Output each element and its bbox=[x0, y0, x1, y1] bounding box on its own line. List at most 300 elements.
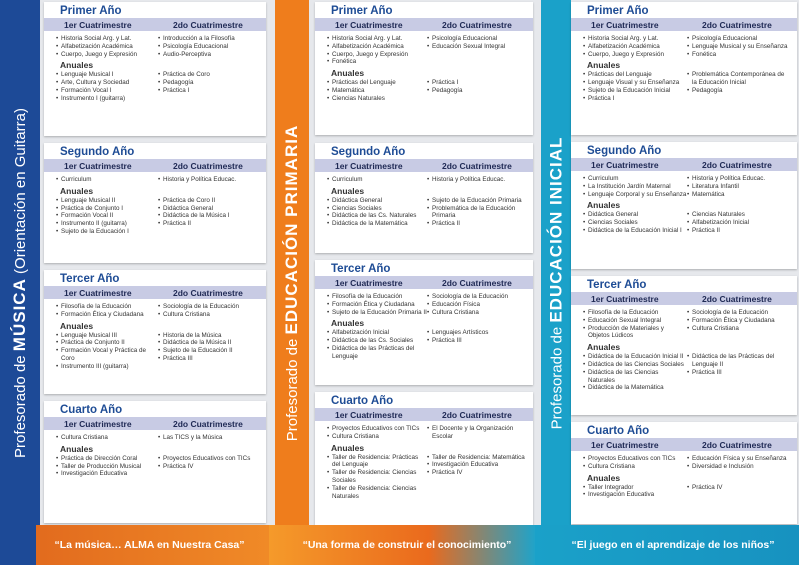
second-semester-column bbox=[687, 455, 791, 471]
annual-right-item: • Taller de Residencia: Matemática bbox=[427, 454, 527, 462]
annual-left-column bbox=[583, 484, 687, 500]
musica-year-card bbox=[44, 143, 266, 263]
annual-left-list bbox=[583, 71, 687, 102]
annual-left-column bbox=[56, 332, 158, 371]
second-semester-label: 2do Cuatrimestre bbox=[442, 160, 512, 171]
semester-header bbox=[44, 159, 266, 172]
semester-subjects bbox=[583, 175, 791, 198]
annual-left-item: • Sujeto de la Educación I bbox=[56, 228, 158, 236]
annual-left-list bbox=[327, 79, 427, 102]
second-semester-label: 2do Cuatrimestre bbox=[702, 159, 772, 170]
first-semester-column bbox=[56, 303, 158, 319]
inicial-vertical-title: Profesorado de EDUCACIÓN INICIAL bbox=[546, 136, 565, 429]
annual-left-item: • Lenguaje Musical III bbox=[56, 332, 158, 340]
semester-header bbox=[571, 438, 797, 451]
second-semester-list bbox=[687, 455, 791, 471]
musica-year-card bbox=[44, 270, 266, 394]
first-semester-list bbox=[327, 293, 427, 316]
first-semester-item: • Cuerpo, Juego y Expresión bbox=[56, 51, 158, 59]
first-semester-list bbox=[327, 35, 427, 66]
annual-left-item: • Ciencias Naturales bbox=[327, 95, 427, 103]
musica-quote: “La música… ALMA en Nuestra Casa” bbox=[54, 539, 245, 551]
annual-subjects bbox=[327, 329, 527, 360]
panel-inicial bbox=[535, 0, 799, 565]
anuales-heading: Anuales bbox=[587, 60, 621, 71]
second-semester-item: • Sociología de la Educación bbox=[158, 303, 260, 311]
first-semester-list bbox=[583, 175, 687, 198]
primaria-year-card bbox=[315, 260, 533, 385]
annual-left-item: • Formación Vocal y Práctica de Coro bbox=[56, 347, 158, 363]
first-semester-label: 1er Cuatrimestre bbox=[591, 19, 659, 30]
annual-left-item: • Sujeto de la Educación Inicial bbox=[583, 87, 687, 95]
annual-left-item: • Taller de Residencia: Ciencias Sociales bbox=[327, 469, 427, 485]
annual-right-item: • Práctica IV bbox=[427, 469, 527, 477]
annual-right-item: • Práctica II bbox=[158, 220, 260, 228]
annual-subjects bbox=[327, 197, 527, 228]
annual-left-list bbox=[56, 332, 158, 371]
annual-right-item: • Práctica II bbox=[687, 227, 791, 235]
first-semester-column bbox=[583, 309, 687, 340]
annual-right-list bbox=[427, 329, 527, 345]
primaria-vertical-title: Profesorado de EDUCACIÓN PRIMARIA bbox=[282, 124, 302, 441]
annual-right-list bbox=[427, 454, 527, 477]
annual-left-item: • Didáctica de las Cs. Sociales bbox=[327, 337, 427, 345]
second-semester-list bbox=[158, 303, 260, 319]
second-semester-column bbox=[158, 35, 260, 58]
annual-left-item: • Arte, Cultura y Sociedad bbox=[56, 79, 158, 87]
annual-left-item: • Didáctica de las Ciencias Sociales bbox=[583, 361, 687, 369]
annual-left-list bbox=[56, 197, 158, 236]
second-semester-list bbox=[687, 175, 791, 198]
first-semester-column bbox=[583, 175, 687, 198]
annual-right-item: • Didáctica General bbox=[158, 205, 260, 213]
first-semester-column bbox=[56, 176, 158, 184]
annual-left-column bbox=[56, 455, 158, 478]
annual-right-item: • Investigación Educativa bbox=[427, 461, 527, 469]
annual-left-list bbox=[583, 484, 687, 500]
annual-left-item: • Formación Vocal II bbox=[56, 212, 158, 220]
year-title: Tercer Año bbox=[60, 273, 120, 285]
annual-right-list bbox=[687, 484, 791, 492]
first-semester-item: • Cuerpo, Juego y Expresión bbox=[583, 51, 687, 59]
second-semester-label: 2do Cuatrimestre bbox=[173, 160, 243, 171]
second-semester-label: 2do Cuatrimestre bbox=[702, 19, 772, 30]
annual-left-item: • Investigación Educativa bbox=[56, 470, 158, 478]
annual-right-item: • Práctica III bbox=[427, 337, 527, 345]
first-semester-item: • Filosofía de la Educación bbox=[583, 309, 687, 317]
first-semester-column bbox=[56, 434, 158, 442]
annual-left-column bbox=[56, 197, 158, 236]
annual-right-column bbox=[158, 455, 260, 478]
annual-left-column bbox=[583, 211, 687, 234]
anuales-heading: Anuales bbox=[60, 60, 94, 71]
annual-left-item: • Didáctica General bbox=[583, 211, 687, 219]
first-semester-item: • Historia Social Arg. y Lat. bbox=[327, 35, 427, 43]
annual-right-item: • Pedagogía bbox=[687, 87, 791, 95]
second-semester-column bbox=[158, 303, 260, 319]
second-semester-list bbox=[687, 35, 791, 58]
panel-primaria bbox=[269, 0, 535, 565]
primaria-year-card bbox=[315, 143, 533, 253]
annual-left-column bbox=[583, 71, 687, 102]
first-semester-item: • Curriculum bbox=[327, 176, 427, 184]
second-semester-item: • Historia y Política Educac. bbox=[158, 176, 260, 184]
second-semester-item: • Introducción a la Filosofía bbox=[158, 35, 260, 43]
first-semester-column bbox=[327, 176, 427, 184]
second-semester-item: • Fonética bbox=[687, 51, 791, 59]
annual-left-list bbox=[327, 329, 427, 360]
second-semester-column bbox=[687, 309, 791, 340]
primaria-year-card bbox=[315, 392, 533, 526]
annual-left-item: • Investigación Educativa bbox=[583, 491, 687, 499]
semester-subjects bbox=[56, 35, 260, 58]
primaria-title-band bbox=[275, 0, 309, 565]
second-semester-item: • Historia y Política Educac. bbox=[687, 175, 791, 183]
second-semester-item: • Psicología Educacional bbox=[158, 43, 260, 51]
first-semester-item: • Lenguaje Corporal y su Enseñanza bbox=[583, 191, 687, 199]
annual-right-list bbox=[687, 71, 791, 94]
semester-subjects bbox=[327, 293, 527, 316]
first-semester-item: • Filosofía de la Educación bbox=[327, 293, 427, 301]
annual-subjects bbox=[56, 71, 260, 102]
anuales-heading: Anuales bbox=[587, 472, 621, 483]
annual-left-item: • Práctica I bbox=[583, 95, 687, 103]
first-semester-item: • Cultura Cristiana bbox=[327, 433, 427, 441]
annual-left-item: • Prácticas del Lenguaje bbox=[583, 71, 687, 79]
annual-left-item: • Didáctica de la Matemática bbox=[583, 384, 687, 392]
first-semester-column bbox=[56, 35, 158, 58]
year-title: Cuarto Año bbox=[60, 404, 123, 416]
first-semester-item: • Historia Social Arg. y Lat. bbox=[583, 35, 687, 43]
annual-left-item: • Instrumento III (guitarra) bbox=[56, 363, 158, 371]
annual-left-item: • Didáctica de las Cs. Naturales bbox=[327, 212, 427, 220]
annual-right-item: • Práctica III bbox=[687, 369, 791, 377]
annual-right-list bbox=[687, 353, 791, 376]
semester-subjects bbox=[583, 35, 791, 58]
annual-left-column bbox=[583, 353, 687, 392]
annual-left-item: • Alfabetización Inicial bbox=[327, 329, 427, 337]
semester-subjects bbox=[583, 455, 791, 471]
second-semester-label: 2do Cuatrimestre bbox=[442, 19, 512, 30]
annual-subjects bbox=[56, 332, 260, 371]
second-semester-column bbox=[687, 35, 791, 58]
annual-left-list bbox=[583, 353, 687, 392]
annual-right-item: • Práctica IV bbox=[687, 484, 791, 492]
first-semester-item: • Filosofía de la Educación bbox=[56, 303, 158, 311]
annual-right-column bbox=[687, 211, 791, 234]
anuales-heading: Anuales bbox=[587, 200, 621, 211]
second-semester-list bbox=[427, 35, 527, 51]
semester-header bbox=[44, 286, 266, 299]
first-semester-item: • Sujeto de la Educación Primaria II bbox=[327, 309, 427, 317]
annual-right-item: • Alfabetización Inicial bbox=[687, 219, 791, 227]
first-semester-label: 1er Cuatrimestre bbox=[335, 19, 403, 30]
first-semester-label: 1er Cuatrimestre bbox=[64, 418, 132, 429]
second-semester-column bbox=[687, 175, 791, 198]
annual-left-item: • Taller de Producción Musical bbox=[56, 463, 158, 471]
first-semester-item: • Alfabetización Académica bbox=[327, 43, 427, 51]
annual-left-item: • Taller Integrador bbox=[583, 484, 687, 492]
second-semester-item: • Cultura Cristiana bbox=[158, 311, 260, 319]
annual-right-list bbox=[427, 197, 527, 228]
annual-right-column bbox=[427, 454, 527, 501]
annual-left-item: • Práctica de Dirección Coral bbox=[56, 455, 158, 463]
first-semester-item: • Producción de Materiales y Objetos Lúdicos bbox=[583, 325, 687, 341]
musica-quote-band bbox=[0, 525, 269, 565]
annual-right-item: • Problemática de la Educación Primaria bbox=[427, 205, 527, 221]
annual-left-column bbox=[56, 71, 158, 102]
second-semester-column bbox=[158, 176, 260, 184]
second-semester-item: • El Docente y la Organización Escolar bbox=[427, 425, 527, 441]
annual-right-item: • Lenguajes Artísticos bbox=[427, 329, 527, 337]
first-semester-item: • Proyectos Educativos con TICs bbox=[327, 425, 427, 433]
semester-subjects bbox=[327, 176, 527, 184]
inicial-quote-band bbox=[535, 525, 799, 565]
annual-right-column bbox=[687, 353, 791, 392]
first-semester-label: 1er Cuatrimestre bbox=[335, 160, 403, 171]
first-semester-item: • Cuerpo, Juego y Expresión bbox=[327, 51, 427, 59]
annual-left-item: • Lenguaje Visual y su Enseñanza bbox=[583, 79, 687, 87]
first-semester-item: • Proyectos Educativos con TICs bbox=[583, 455, 687, 463]
second-semester-column bbox=[427, 293, 527, 316]
annual-right-list bbox=[158, 332, 260, 363]
second-semester-list bbox=[687, 309, 791, 332]
year-title: Tercer Año bbox=[587, 279, 647, 291]
annual-right-column bbox=[687, 484, 791, 500]
musica-title-band bbox=[0, 0, 40, 565]
year-title: Segundo Año bbox=[331, 146, 406, 158]
annual-right-list bbox=[158, 197, 260, 228]
second-semester-list bbox=[427, 293, 527, 316]
semester-header bbox=[571, 18, 797, 31]
anuales-heading: Anuales bbox=[331, 68, 365, 79]
annual-right-item: • Práctica de Coro bbox=[158, 71, 260, 79]
year-title: Primer Año bbox=[60, 5, 122, 17]
annual-left-item: • Ciencias Sociales bbox=[583, 219, 687, 227]
second-semester-item: • Formación Ética y Ciudadana bbox=[687, 317, 791, 325]
first-semester-list bbox=[327, 425, 427, 441]
annual-subjects bbox=[583, 484, 791, 500]
annual-left-list bbox=[56, 71, 158, 102]
annual-left-item: • Didáctica de la Matemática bbox=[327, 220, 427, 228]
first-semester-item: • Historia Social Arg. y Lat. bbox=[56, 35, 158, 43]
second-semester-column bbox=[158, 434, 260, 442]
annual-right-item: • Sujeto de la Educación II bbox=[158, 347, 260, 355]
second-semester-label: 2do Cuatrimestre bbox=[442, 409, 512, 420]
second-semester-item: • Literatura Infantil bbox=[687, 183, 791, 191]
annual-left-list bbox=[327, 454, 427, 501]
first-semester-list bbox=[56, 303, 158, 319]
annual-left-item: • Práctica de Conjunto I bbox=[56, 205, 158, 213]
annual-left-item: • Ciencias Sociales bbox=[327, 205, 427, 213]
primaria-quote-band bbox=[269, 525, 535, 565]
second-semester-column bbox=[427, 176, 527, 184]
annual-right-item: • Didáctica de la Música II bbox=[158, 339, 260, 347]
annual-left-item: • Lenguaje Musical I bbox=[56, 71, 158, 79]
second-semester-label: 2do Cuatrimestre bbox=[702, 293, 772, 304]
semester-subjects bbox=[327, 425, 527, 441]
inicial-title-band bbox=[541, 0, 571, 565]
first-semester-label: 1er Cuatrimestre bbox=[335, 277, 403, 288]
annual-right-item: • Práctica I bbox=[158, 87, 260, 95]
annual-left-list bbox=[56, 455, 158, 478]
annual-right-column bbox=[687, 71, 791, 102]
first-semester-item: • Formación Ética y Ciudadana bbox=[327, 301, 427, 309]
first-semester-item: • Fonética bbox=[327, 58, 427, 66]
second-semester-item: • Diversidad e Inclusión bbox=[687, 463, 791, 471]
annual-right-item: • Sujeto de la Educación Primaria bbox=[427, 197, 527, 205]
primaria-years bbox=[315, 0, 533, 525]
first-semester-list bbox=[583, 35, 687, 58]
first-semester-column bbox=[327, 425, 427, 441]
annual-right-item: • Pedagogía bbox=[158, 79, 260, 87]
annual-left-column bbox=[327, 454, 427, 501]
semester-header bbox=[571, 158, 797, 171]
annual-right-column bbox=[427, 79, 527, 102]
annual-right-item: • Práctica III bbox=[158, 355, 260, 363]
annual-right-item: • Práctica I bbox=[427, 79, 527, 87]
inicial-year-card bbox=[571, 142, 797, 269]
annual-left-column bbox=[327, 329, 427, 360]
annual-right-item: • Didáctica de la Música I bbox=[158, 212, 260, 220]
second-semester-list bbox=[427, 425, 527, 441]
first-semester-item: • Cultura Cristiana bbox=[56, 434, 158, 442]
annual-right-item: • Problemática Contemporánea de la Educación Inicial bbox=[687, 71, 791, 87]
second-semester-item: • Matemática bbox=[687, 191, 791, 199]
inicial-year-card bbox=[571, 2, 797, 135]
second-semester-item: • Lenguaje Musical y su Enseñanza bbox=[687, 43, 791, 51]
second-semester-list bbox=[158, 434, 260, 442]
first-semester-item: • Educación Sexual Integral bbox=[583, 317, 687, 325]
first-semester-item: • Alfabetización Académica bbox=[583, 43, 687, 51]
first-semester-column bbox=[583, 455, 687, 471]
anuales-heading: Anuales bbox=[331, 318, 365, 329]
annual-left-column bbox=[327, 197, 427, 228]
second-semester-list bbox=[427, 176, 527, 184]
annual-right-item: • Práctica II bbox=[427, 220, 527, 228]
annual-subjects bbox=[583, 71, 791, 102]
semester-header bbox=[315, 159, 533, 172]
second-semester-item: • Educación Física bbox=[427, 301, 527, 309]
annual-right-item: • Proyectos Educativos con TICs bbox=[158, 455, 260, 463]
first-semester-list bbox=[583, 309, 687, 340]
second-semester-item: • Historia y Política Educac. bbox=[427, 176, 527, 184]
semester-subjects bbox=[56, 303, 260, 319]
second-semester-column bbox=[427, 35, 527, 66]
second-semester-item: • Psicología Educacional bbox=[427, 35, 527, 43]
second-semester-item: • Educación Sexual Integral bbox=[427, 43, 527, 51]
anuales-heading: Anuales bbox=[587, 342, 621, 353]
semester-header bbox=[44, 18, 266, 31]
second-semester-label: 2do Cuatrimestre bbox=[442, 277, 512, 288]
first-semester-item: • Cultura Cristiana bbox=[583, 463, 687, 471]
annual-left-item: • Taller de Residencia: Ciencias Naturales bbox=[327, 485, 427, 501]
annual-right-column bbox=[158, 71, 260, 102]
primaria-year-card bbox=[315, 2, 533, 135]
annual-left-item: • Didáctica de la Educación Inicial I bbox=[583, 227, 687, 235]
first-semester-list bbox=[56, 176, 158, 184]
year-title: Cuarto Año bbox=[587, 425, 650, 437]
inicial-year-card bbox=[571, 422, 797, 524]
second-semester-label: 2do Cuatrimestre bbox=[173, 287, 243, 298]
second-semester-item: • Sociología de la Educación bbox=[687, 309, 791, 317]
annual-left-item: • Prácticas del Lenguaje bbox=[327, 79, 427, 87]
annual-left-item: • Taller de Residencia: Prácticas del Lenguaje bbox=[327, 454, 427, 470]
annual-left-item: • Lenguaje Musical II bbox=[56, 197, 158, 205]
anuales-heading: Anuales bbox=[60, 320, 94, 331]
annual-right-list bbox=[158, 71, 260, 94]
annual-left-item: • Matemática bbox=[327, 87, 427, 95]
inicial-years bbox=[571, 0, 797, 525]
second-semester-item: • Psicología Educacional bbox=[687, 35, 791, 43]
semester-header bbox=[315, 408, 533, 421]
inicial-quote: “El juego en el aprendizaje de los niños” bbox=[571, 539, 775, 551]
first-semester-item: • Formación Ética y Ciudadana bbox=[56, 311, 158, 319]
second-semester-column bbox=[427, 425, 527, 441]
annual-subjects bbox=[583, 353, 791, 392]
annual-left-item: • Didáctica de las Ciencias Naturales bbox=[583, 369, 687, 385]
first-semester-label: 1er Cuatrimestre bbox=[591, 439, 659, 450]
first-semester-list bbox=[327, 176, 427, 184]
annual-right-column bbox=[158, 332, 260, 371]
first-semester-label: 1er Cuatrimestre bbox=[335, 409, 403, 420]
first-semester-label: 1er Cuatrimestre bbox=[64, 287, 132, 298]
year-title: Segundo Año bbox=[587, 145, 662, 157]
semester-header bbox=[315, 276, 533, 289]
second-semester-label: 2do Cuatrimestre bbox=[702, 439, 772, 450]
annual-subjects bbox=[327, 79, 527, 102]
first-semester-label: 1er Cuatrimestre bbox=[64, 160, 132, 171]
annual-right-item: • Pedagogía bbox=[427, 87, 527, 95]
second-semester-item: • Cultura Cristiana bbox=[687, 325, 791, 333]
first-semester-list bbox=[56, 434, 158, 442]
musica-years bbox=[44, 0, 266, 525]
first-semester-item: • Alfabetización Académica bbox=[56, 43, 158, 51]
annual-right-item: • Didáctica de las Prácticas del Lenguaje II bbox=[687, 353, 791, 369]
annual-left-item: • Didáctica de las Prácticas del Lenguaje bbox=[327, 345, 427, 361]
second-semester-label: 2do Cuatrimestre bbox=[173, 19, 243, 30]
anuales-heading: Anuales bbox=[331, 442, 365, 453]
first-semester-column bbox=[583, 35, 687, 58]
panel-musica bbox=[0, 0, 269, 565]
anuales-heading: Anuales bbox=[60, 443, 94, 454]
annual-right-column bbox=[427, 329, 527, 360]
first-semester-item: • Curriculum bbox=[56, 176, 158, 184]
semester-subjects bbox=[56, 176, 260, 184]
semester-subjects bbox=[327, 35, 527, 66]
annual-right-item: • Práctica IV bbox=[158, 463, 260, 471]
year-title: Cuarto Año bbox=[331, 395, 394, 407]
annual-subjects bbox=[56, 197, 260, 236]
semester-header bbox=[44, 417, 266, 430]
musica-year-card bbox=[44, 401, 266, 523]
semester-header bbox=[571, 292, 797, 305]
first-semester-list bbox=[583, 455, 687, 471]
second-semester-list bbox=[158, 35, 260, 58]
second-semester-item: • Las TICS y la Música bbox=[158, 434, 260, 442]
second-semester-item: • Educación Física y su Enseñanza bbox=[687, 455, 791, 463]
annual-left-item: • Didáctica de la Educación Inicial II bbox=[583, 353, 687, 361]
annual-left-item: • Formación Vocal I bbox=[56, 87, 158, 95]
second-semester-item: • Cultura Cristiana bbox=[427, 309, 527, 317]
first-semester-label: 1er Cuatrimestre bbox=[64, 19, 132, 30]
anuales-heading: Anuales bbox=[60, 185, 94, 196]
first-semester-list bbox=[56, 35, 158, 58]
year-title: Primer Año bbox=[331, 5, 393, 17]
musica-vertical-title: Profesorado de MÚSICA (Orientación en Guitarra) bbox=[10, 107, 30, 458]
anuales-heading: Anuales bbox=[331, 185, 365, 196]
primaria-quote: “Una forma de construir el conocimiento” bbox=[302, 539, 512, 551]
